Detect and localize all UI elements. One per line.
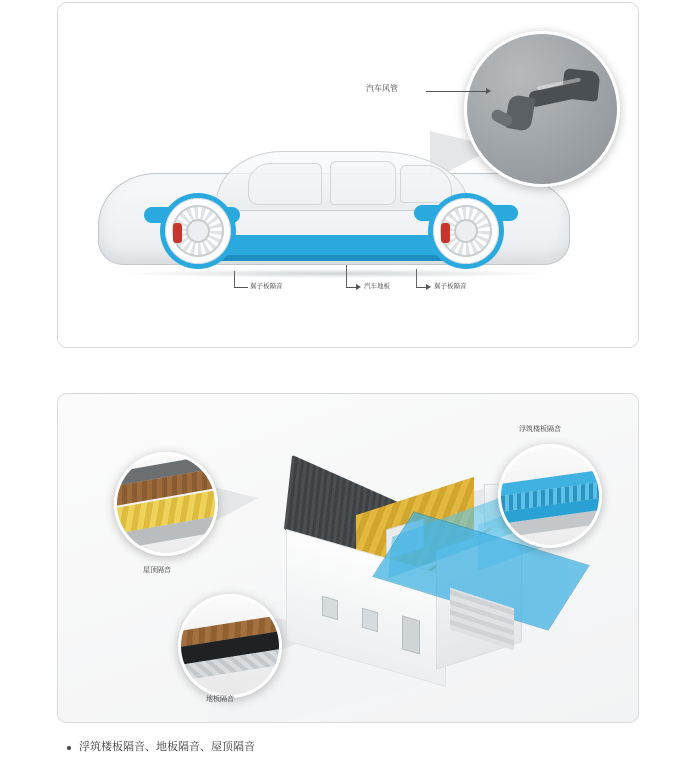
leader-fender-left-h [234,287,248,288]
leader-fender-left-v [234,271,235,287]
duct-part-box [562,68,601,102]
wheel-front [428,193,504,269]
brake-caliper-front [441,223,450,243]
bullet-icon [67,746,71,750]
arrow-car-duct [486,88,491,94]
magnifier-car-duct [464,31,620,187]
brake-caliper-rear [173,223,182,243]
car-window-front [248,163,322,205]
duct-part-elbow [504,94,536,132]
caption-text: 浮筑楼板隔音、地板隔音、屋顶隔音 [79,741,255,753]
leader-fender-right-v [416,269,417,287]
car-shadow [116,269,554,278]
label-floor-soundproofing: 地板隔音 [206,696,234,703]
label-car-duct: 汽车风管 [366,84,398,93]
car-scene [58,3,638,347]
wheel-front-hub [454,219,478,243]
window-front-2 [362,608,378,633]
car-window-middle [330,161,396,205]
leader-car-duct [426,91,488,92]
house-scene [58,394,638,722]
car-diagram-panel [57,2,639,348]
leader-floor-v [346,265,347,287]
window-front-1 [322,596,338,621]
car-panel-inner [58,3,638,347]
label-car-floor: 汽车地板 [364,283,390,290]
house-panel-inner [58,394,638,722]
house-diagram-panel [57,393,639,723]
front-door [402,615,420,654]
label-roof-soundproofing: 屋顶隔音 [143,567,171,574]
arrow-fender-right [426,284,431,290]
arrow-floor [356,284,361,290]
car-floor-edge [194,255,457,261]
label-fender-left: 翼子板隔音 [250,283,283,290]
label-fender-right: 翼子板隔音 [434,283,467,290]
wheel-rear [160,193,236,269]
wheel-rear-hub [186,219,210,243]
label-floating-floor: 浮筑楼板隔音 [519,426,561,433]
magnifier-floating-floor [498,444,602,548]
magnifier-floor-insulation [178,594,282,698]
caption-row [57,742,637,753]
magnifier-roof-insulation [114,452,218,556]
